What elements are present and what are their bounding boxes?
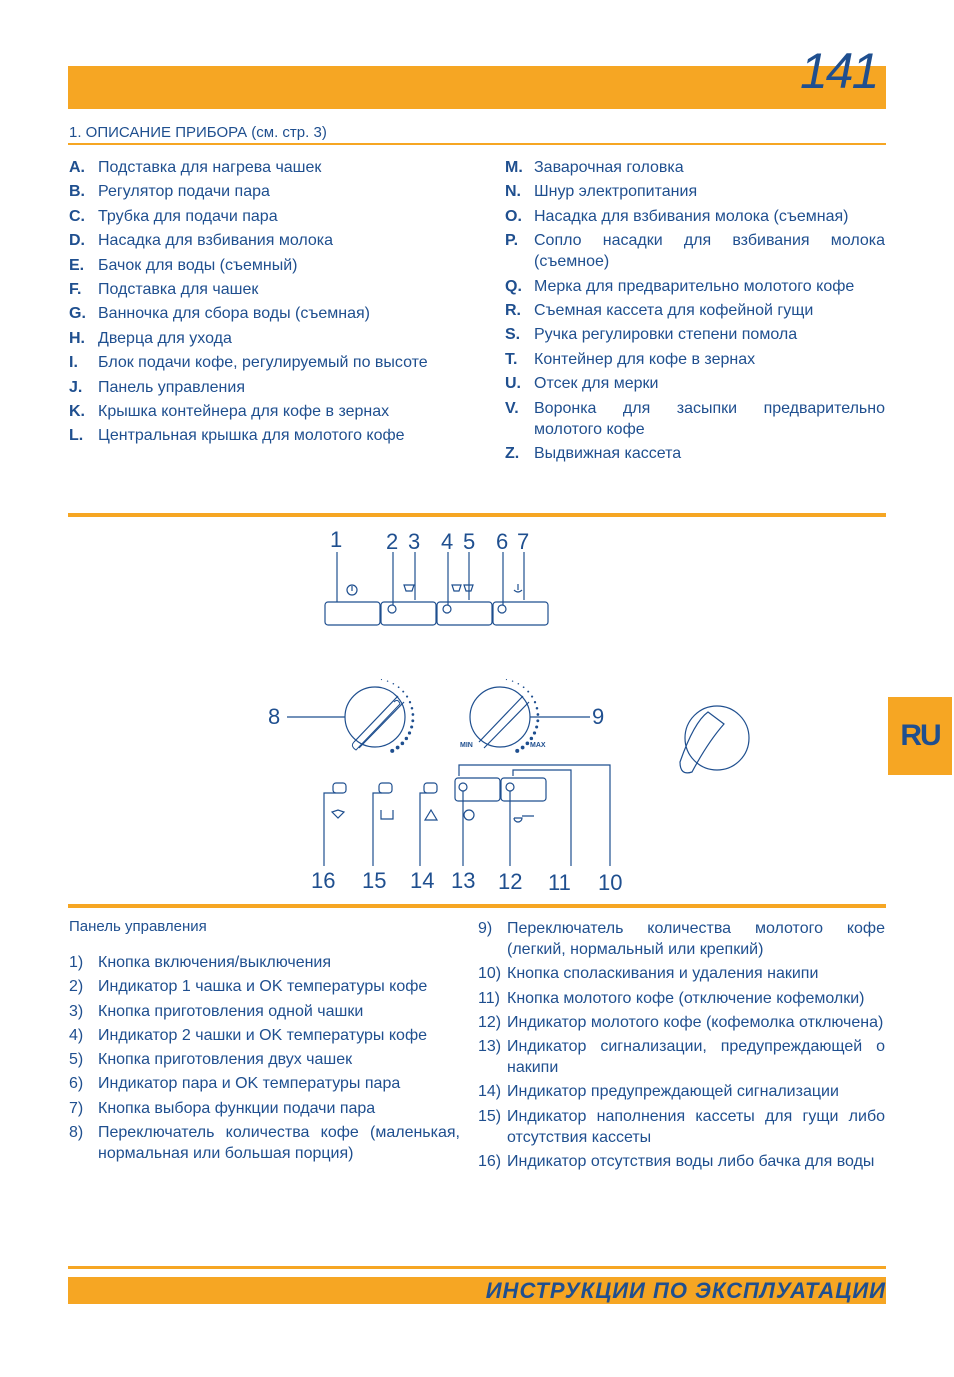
- steam-icon: [514, 584, 522, 592]
- list-item: [69, 1098, 460, 1119]
- number-label: 10: [598, 870, 623, 895]
- water-indicator: [333, 783, 346, 793]
- number-label: 14: [410, 868, 435, 893]
- item-text: Съемная кассета для кофейной гущи: [534, 301, 814, 319]
- item-label: D.: [69, 232, 85, 250]
- scale-dot: [411, 707, 414, 710]
- item-label: 3): [69, 1002, 84, 1020]
- ground-coffee-button: [501, 778, 546, 801]
- list-item: [69, 1073, 460, 1094]
- water-icon: [332, 810, 344, 818]
- parts-list-right: [505, 157, 885, 467]
- number-label: 13: [451, 868, 476, 893]
- item-text: Индикатор сигнализации, предупреждающей о накипи: [507, 1038, 885, 1077]
- item-text: Кнопка выбора функции подачи пара: [98, 1099, 376, 1117]
- item-label: C.: [69, 207, 85, 225]
- item-label: 10): [478, 965, 502, 983]
- item-text: Ванночка для сбора воды (съемная): [98, 305, 371, 323]
- item-text: Кнопка молотого кофе (отключение кофемолки): [507, 989, 865, 1007]
- list-item: [505, 276, 885, 297]
- item-text: Насадка для взбивания молока: [98, 232, 334, 250]
- list-item: [69, 1001, 460, 1022]
- scale-dot: [515, 749, 519, 753]
- section-divider: [68, 143, 886, 145]
- item-label: 6): [69, 1075, 84, 1093]
- item-text: Индикатор предупреждающей сигнализации: [507, 1083, 839, 1101]
- number-label: 7: [517, 529, 530, 554]
- item-label: E.: [69, 256, 85, 274]
- list-item: [69, 952, 460, 973]
- item-text: Кнопка приготовления одной чашки: [98, 1002, 364, 1020]
- item-label: K.: [69, 402, 85, 420]
- number-label: 11: [548, 870, 571, 895]
- item-label: 1): [69, 954, 84, 971]
- item-text: Кнопка включения/выключения: [98, 954, 332, 971]
- grounds-icon: [381, 810, 393, 819]
- item-text: Блок подачи кофе, регулируемый по высоте: [98, 354, 428, 372]
- item-text: Бачок для воды (съемный): [98, 256, 298, 274]
- list-item: [69, 1122, 460, 1164]
- item-label: I.: [69, 354, 78, 372]
- list-item: [505, 230, 885, 272]
- header-bar: [68, 66, 886, 109]
- item-text: Центральная крышка для молотого кофе: [98, 427, 405, 445]
- alarm-indicator: [424, 783, 437, 793]
- panel-title: Панель управления: [69, 918, 207, 935]
- list-item: [69, 328, 450, 349]
- scale-dot: [390, 749, 394, 753]
- list-item: [505, 300, 885, 321]
- list-item: [478, 1036, 885, 1078]
- item-text: Регулятор подачи пара: [98, 183, 270, 201]
- item-label: T.: [505, 350, 518, 368]
- scale-dot: [402, 691, 404, 693]
- scale-dot: [536, 719, 539, 722]
- list-item: [69, 181, 450, 202]
- grind-knob: [685, 706, 749, 770]
- list-item: [69, 377, 450, 398]
- list-item: [69, 157, 450, 178]
- measure-icon: [514, 816, 534, 822]
- scale-dot: [506, 679, 507, 680]
- item-label: 13): [478, 1038, 502, 1056]
- item-text: Индикатор 1 чашка и OK температуры кофе: [98, 978, 428, 996]
- number-label: 8: [268, 704, 281, 729]
- item-label: 9): [478, 920, 493, 937]
- number-label: 9: [592, 704, 605, 729]
- scale-dot: [409, 701, 411, 703]
- scale-dot: [410, 725, 413, 728]
- footer-line: [68, 1266, 886, 1269]
- list-item: [69, 425, 450, 446]
- scale-dot: [408, 731, 411, 734]
- item-label: R.: [505, 301, 521, 319]
- scale-dot: [526, 742, 530, 746]
- scale-dot: [530, 737, 533, 740]
- item-text: Крышка контейнера для кофе в зернах: [98, 402, 390, 420]
- coffee-quantity-knob: [345, 687, 405, 747]
- list-item: [69, 1025, 460, 1046]
- item-text: Сопло насадки для взбивания молока (съемное): [534, 232, 885, 271]
- item-text: Панель управления: [98, 378, 245, 396]
- item-text: Индикатор пара и OK температуры пара: [98, 1075, 401, 1093]
- item-text: Кнопка приготовления двух чашек: [98, 1051, 353, 1069]
- number-label: 5: [463, 529, 476, 554]
- item-label: Z.: [505, 444, 520, 462]
- scale-dot: [396, 746, 400, 750]
- item-label: H.: [69, 329, 85, 347]
- item-label: P.: [505, 232, 519, 250]
- item-text: Шнур электропитания: [534, 183, 698, 201]
- item-text: Переключатель количества кофе (маленькая, нормальная или большая порция): [98, 1124, 460, 1163]
- scale-dot: [521, 746, 525, 750]
- item-text: Подставка для нагрева чашек: [98, 159, 322, 176]
- scale-dot: [411, 719, 414, 722]
- scale-dot: [536, 707, 539, 710]
- item-label: S.: [505, 326, 521, 344]
- scale-dot: [512, 680, 513, 681]
- list-item: [69, 352, 450, 373]
- language-tab: RU: [888, 697, 952, 775]
- item-label: U.: [505, 375, 521, 393]
- item-label: 7): [69, 1099, 84, 1117]
- item-text: Насадка для взбивания молока (съемная): [534, 207, 849, 225]
- scale-dot: [534, 701, 536, 703]
- item-label: 15): [478, 1107, 502, 1125]
- number-label: 3: [408, 529, 421, 554]
- item-label: 2): [69, 978, 84, 996]
- item-text: Кнопка споласкивания и удаления накипи: [507, 965, 819, 983]
- number-label: 4: [441, 529, 454, 554]
- scale-dot: [527, 691, 529, 693]
- list-item: [505, 349, 885, 370]
- item-label: V.: [505, 399, 519, 417]
- ground-coffee-knob: [470, 687, 530, 747]
- item-label: Q.: [505, 277, 522, 295]
- list-item: [478, 963, 885, 984]
- power-button: [325, 602, 380, 625]
- item-label: N.: [505, 183, 521, 201]
- item-text: Переключатель количества молотого кофе (легкий, нормальный или крепкий): [507, 920, 885, 958]
- scale-dot: [412, 713, 415, 716]
- item-label: 14): [478, 1083, 502, 1101]
- list-item: [505, 181, 885, 202]
- list-item: [505, 206, 885, 227]
- number-label: 6: [496, 529, 509, 554]
- item-label: M.: [505, 159, 523, 176]
- alarm-icon: [425, 810, 437, 820]
- item-text: Воронка для засыпки предварительно молотого кофе: [534, 399, 885, 438]
- panel-list-right: [478, 918, 885, 1175]
- scale-dot: [533, 731, 536, 734]
- scale-dot: [518, 683, 520, 685]
- list-item: [69, 401, 450, 422]
- scale-dot: [401, 742, 405, 746]
- number-label: 16: [311, 868, 336, 893]
- item-label: F.: [69, 280, 82, 298]
- item-text: Трубка для подачи пара: [98, 207, 278, 225]
- max-label: MAX: [530, 742, 546, 749]
- item-text: Индикатор наполнения кассеты для гущи либо отсутствия кассеты: [507, 1107, 885, 1146]
- item-text: Выдвижная кассета: [534, 444, 682, 462]
- list-item: [69, 976, 460, 997]
- list-item: [478, 1012, 885, 1033]
- number-label: 12: [498, 869, 523, 894]
- scale-dot: [398, 686, 400, 688]
- number-label: 2: [386, 529, 399, 554]
- page-number: 141: [800, 43, 878, 99]
- scale-dot: [523, 686, 525, 688]
- list-item: [478, 1081, 885, 1102]
- item-label: G.: [69, 305, 86, 323]
- list-item: [505, 398, 885, 440]
- panel-list-left: [69, 952, 460, 1167]
- item-label: O.: [505, 207, 522, 225]
- list-item: [478, 988, 885, 1009]
- list-item: [505, 324, 885, 345]
- item-text: Индикатор 2 чашки и OK температуры кофе: [98, 1026, 428, 1044]
- item-label: 11): [478, 989, 500, 1007]
- list-item: [505, 443, 885, 464]
- item-text: Заварочная головка: [534, 159, 684, 176]
- scale-dot: [405, 737, 408, 740]
- divider-top: [68, 513, 886, 517]
- number-label: 15: [362, 868, 387, 893]
- item-label: 8): [69, 1124, 84, 1142]
- scale-dot: [406, 696, 408, 698]
- one-cup-icon: [404, 585, 414, 591]
- list-item: [505, 157, 885, 178]
- list-item: [478, 918, 885, 960]
- scale-dot: [531, 696, 533, 698]
- number-label: 1: [330, 527, 343, 552]
- item-label: A.: [69, 159, 85, 176]
- item-label: 5): [69, 1051, 84, 1069]
- list-item: [69, 206, 450, 227]
- item-text: Подставка для чашек: [98, 280, 259, 298]
- scale-dot: [535, 725, 538, 728]
- divider-bottom: [68, 904, 886, 908]
- item-label: L.: [69, 427, 84, 445]
- item-text: Контейнер для кофе в зернах: [534, 350, 756, 368]
- control-panel-diagram: [0, 520, 954, 900]
- list-item: [505, 373, 885, 394]
- descale-icon: [464, 810, 474, 820]
- item-label: J.: [69, 378, 83, 396]
- item-label: 4): [69, 1026, 84, 1044]
- rinse-button: [455, 778, 500, 801]
- two-cup-icon: [452, 585, 473, 591]
- footer-title: ИНСТРУКЦИИ ПО ЭКСПЛУАТАЦИИ: [485, 1278, 886, 1303]
- item-text: Индикатор молотого кофе (кофемолка отключена): [507, 1013, 884, 1031]
- item-text: Отсек для мерки: [534, 375, 659, 393]
- list-item: [69, 279, 450, 300]
- item-text: Мерка для предварительно молотого кофе: [534, 277, 855, 295]
- list-item: [69, 230, 450, 251]
- scale-dot: [537, 713, 540, 716]
- item-text: Индикатор отсутствия воды либо бачка для воды: [507, 1153, 875, 1171]
- section-title: 1. ОПИСАНИЕ ПРИБОРА (см. стр. 3): [69, 124, 327, 141]
- parts-list-left: [69, 157, 450, 450]
- list-item: [69, 255, 450, 276]
- list-item: [478, 1106, 885, 1148]
- item-label: 12): [478, 1013, 502, 1031]
- list-item: [69, 303, 450, 324]
- item-text: Ручка регулировки степени помола: [534, 326, 798, 344]
- scale-dot: [393, 683, 395, 685]
- scale-dot: [387, 680, 388, 681]
- list-item: [69, 1049, 460, 1070]
- grounds-indicator: [379, 783, 392, 793]
- item-label: 16): [478, 1153, 502, 1171]
- item-text: Дверца для ухода: [98, 329, 232, 347]
- item-label: B.: [69, 183, 85, 201]
- list-item: [478, 1151, 885, 1172]
- scale-dot: [381, 679, 382, 680]
- min-label: MIN: [460, 742, 473, 749]
